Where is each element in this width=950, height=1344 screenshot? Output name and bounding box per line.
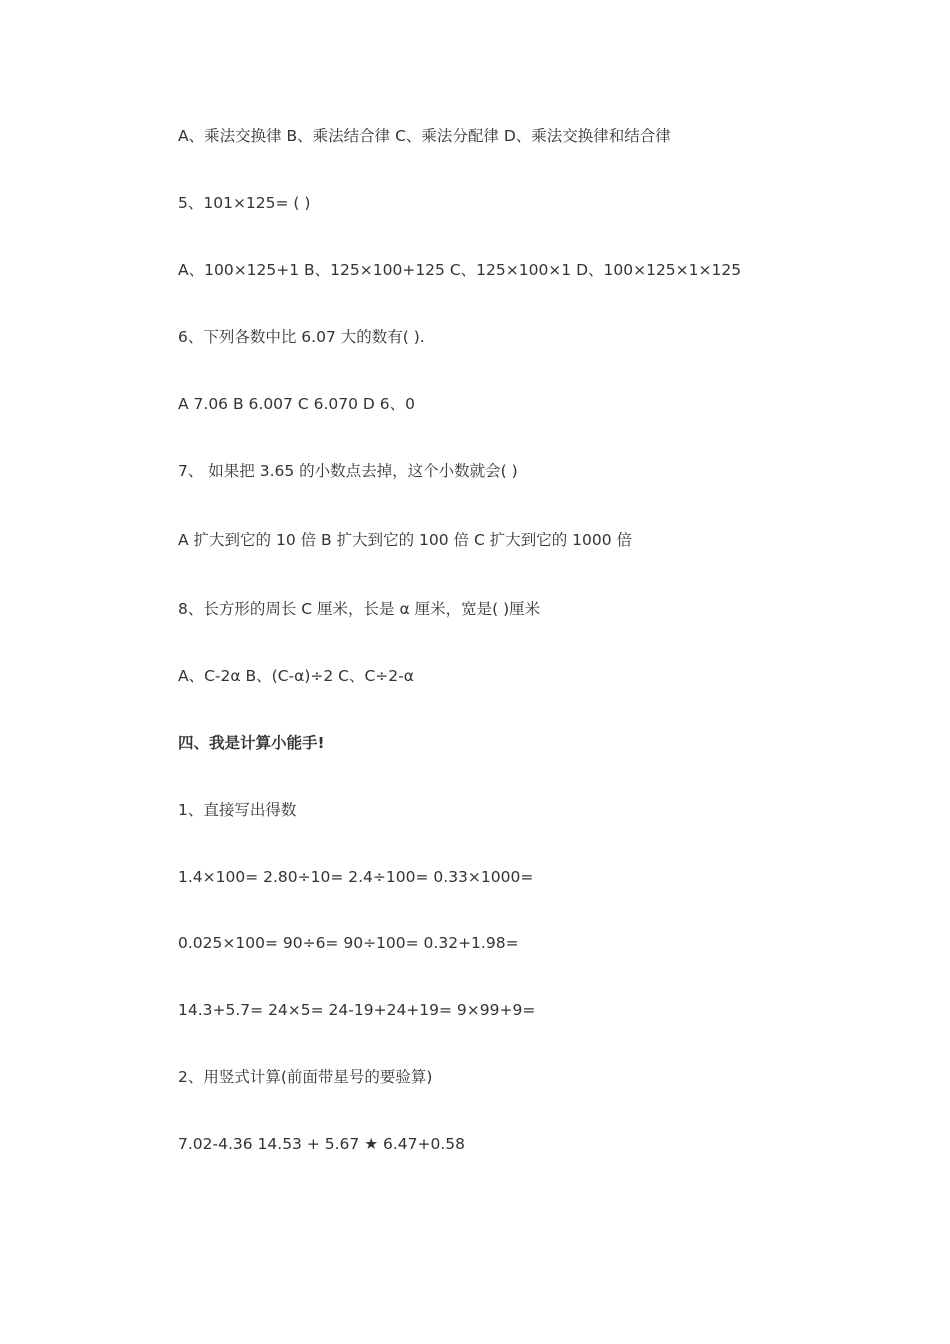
q6-question: 6、下列各数中比 6.07 大的数有( ). [178, 328, 425, 346]
q7-options: A 扩大到它的 10 倍 B 扩大到它的 100 倍 C 扩大到它的 1000 倍 [178, 531, 633, 549]
q8-question: 8、长方形的周长 C 厘米，长是 α 厘米，宽是( )厘米 [178, 600, 541, 618]
subsection-2-heading: 2、用竖式计算(前面带星号的要验算) [178, 1068, 433, 1086]
arithmetic-row-3: 14.3+5.7= 24×5= 24-19+24+19= 9×99+9= [178, 1001, 536, 1019]
q4-options: A、乘法交换律 B、乘法结合律 C、乘法分配律 D、乘法交换律和结合律 [178, 127, 671, 145]
q7-question: 7、 如果把 3.65 的小数点去掉，这个小数就会( ) [178, 462, 518, 480]
vertical-calculation-row: 7.02-4.36 14.53 + 5.67 ★ 6.47+0.58 [178, 1135, 466, 1153]
q8-options: A、C-2α B、(C-α)÷2 C、C÷2-α [178, 667, 414, 685]
arithmetic-row-1: 1.4×100= 2.80÷10= 2.4÷100= 0.33×1000= [178, 868, 534, 886]
arithmetic-row-2: 0.025×100= 90÷6= 90÷100= 0.32+1.98= [178, 934, 519, 952]
q6-options: A 7.06 B 6.007 C 6.070 D 6、0 [178, 395, 415, 413]
q5-question: 5、101×125= ( ) [178, 194, 311, 212]
q5-options: A、100×125+1 B、125×100+125 C、125×100×1 D、100×125×1×125 [178, 261, 742, 279]
subsection-1-heading: 1、直接写出得数 [178, 801, 297, 819]
section-heading: 四、我是计算小能手! [178, 734, 325, 752]
